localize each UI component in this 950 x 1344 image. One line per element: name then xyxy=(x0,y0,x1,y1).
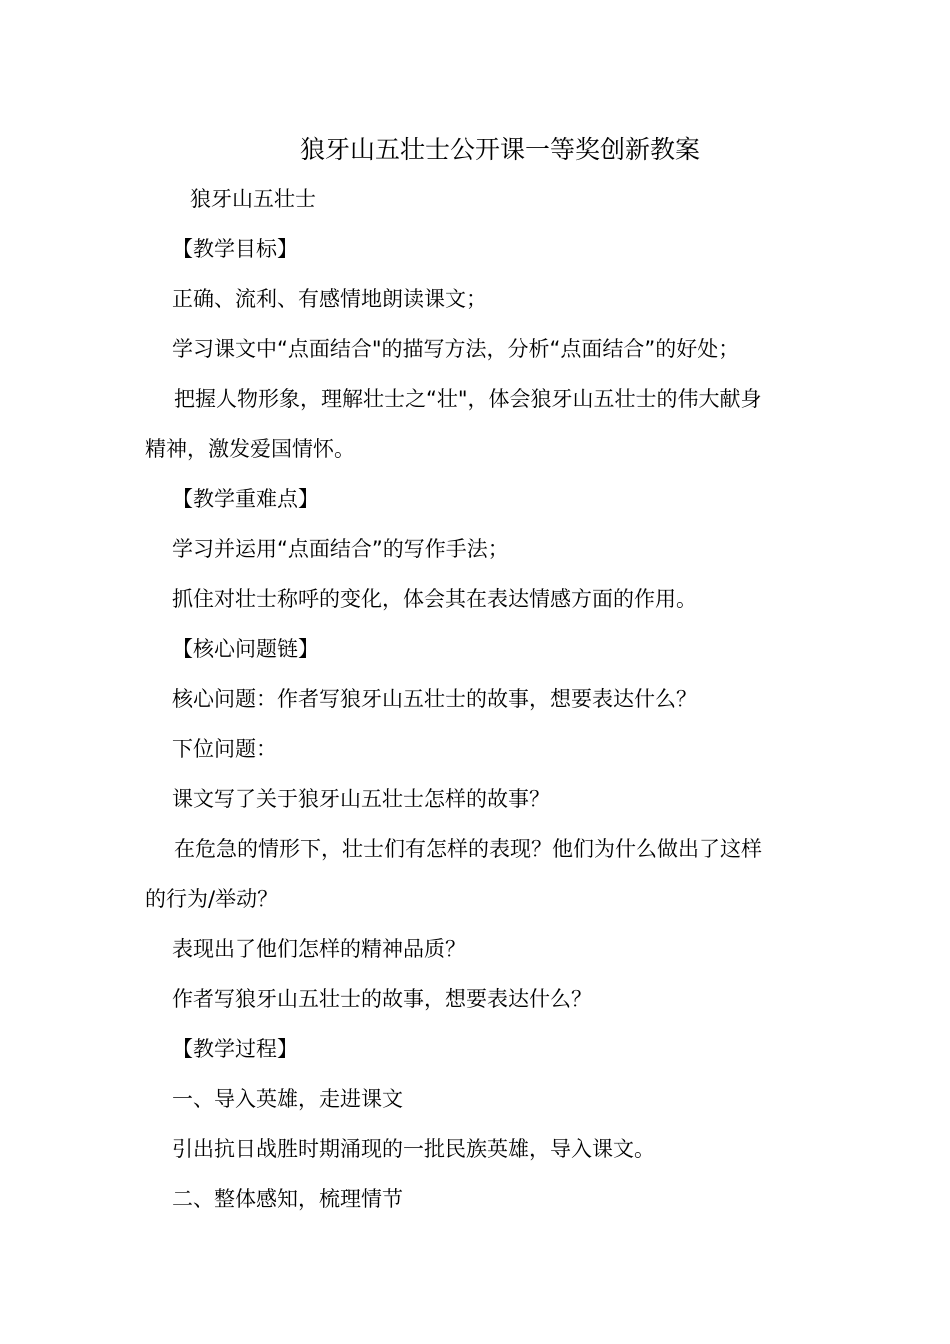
paragraph-line: 核心问题：作者写狼牙山五壮士的故事，想要表达什么？ xyxy=(172,687,697,711)
section-heading-key-points: 【教学重难点】 xyxy=(172,487,319,511)
paragraph-line: 抓住对壮士称呼的变化，体会其在表达情感方面的作用。 xyxy=(172,587,697,611)
paragraph-line: 下位问题： xyxy=(172,737,277,761)
paragraph-line: 二、整体感知，梳理情节 xyxy=(172,1187,403,1211)
paragraph-line: 学习并运用“点面结合”的写作手法； xyxy=(172,537,509,561)
section-heading-question-chain: 【核心问题链】 xyxy=(172,637,319,661)
paragraph-line: 引出抗日战胜时期涌现的一批民族英雄，导入课文。 xyxy=(172,1137,655,1161)
paragraph-line: 在危急的情形下，壮士们有怎样的表现？他们为什么做出了这样 xyxy=(174,837,762,861)
lesson-heading: 狼牙山五壮士 xyxy=(190,187,316,211)
paragraph-line: 把握人物形象，理解壮士之“壮"，体会狼牙山五壮士的伟大献身 xyxy=(174,387,762,411)
paragraph-line-continued: 精神，激发爱国情怀。 xyxy=(145,437,355,461)
paragraph-line: 作者写狼牙山五壮士的故事，想要表达什么？ xyxy=(172,987,592,1011)
paragraph-line: 正确、流利、有感情地朗读课文； xyxy=(172,287,487,311)
section-heading-process: 【教学过程】 xyxy=(172,1037,298,1061)
paragraph-line: 表现出了他们怎样的精神品质？ xyxy=(172,937,466,961)
paragraph-line: 学习课文中“点面结合"的描写方法，分析“点面结合”的好处； xyxy=(172,337,740,361)
section-heading-objectives: 【教学目标】 xyxy=(172,237,298,261)
paragraph-line-continued: 的行为/举动？ xyxy=(145,887,279,911)
paragraph-line: 课文写了关于狼牙山五壮士怎样的故事？ xyxy=(172,787,550,811)
paragraph-line: 一、导入英雄，走进课文 xyxy=(172,1087,403,1111)
document-title: 狼牙山五壮士公开课一等奖创新教案 xyxy=(299,135,700,164)
